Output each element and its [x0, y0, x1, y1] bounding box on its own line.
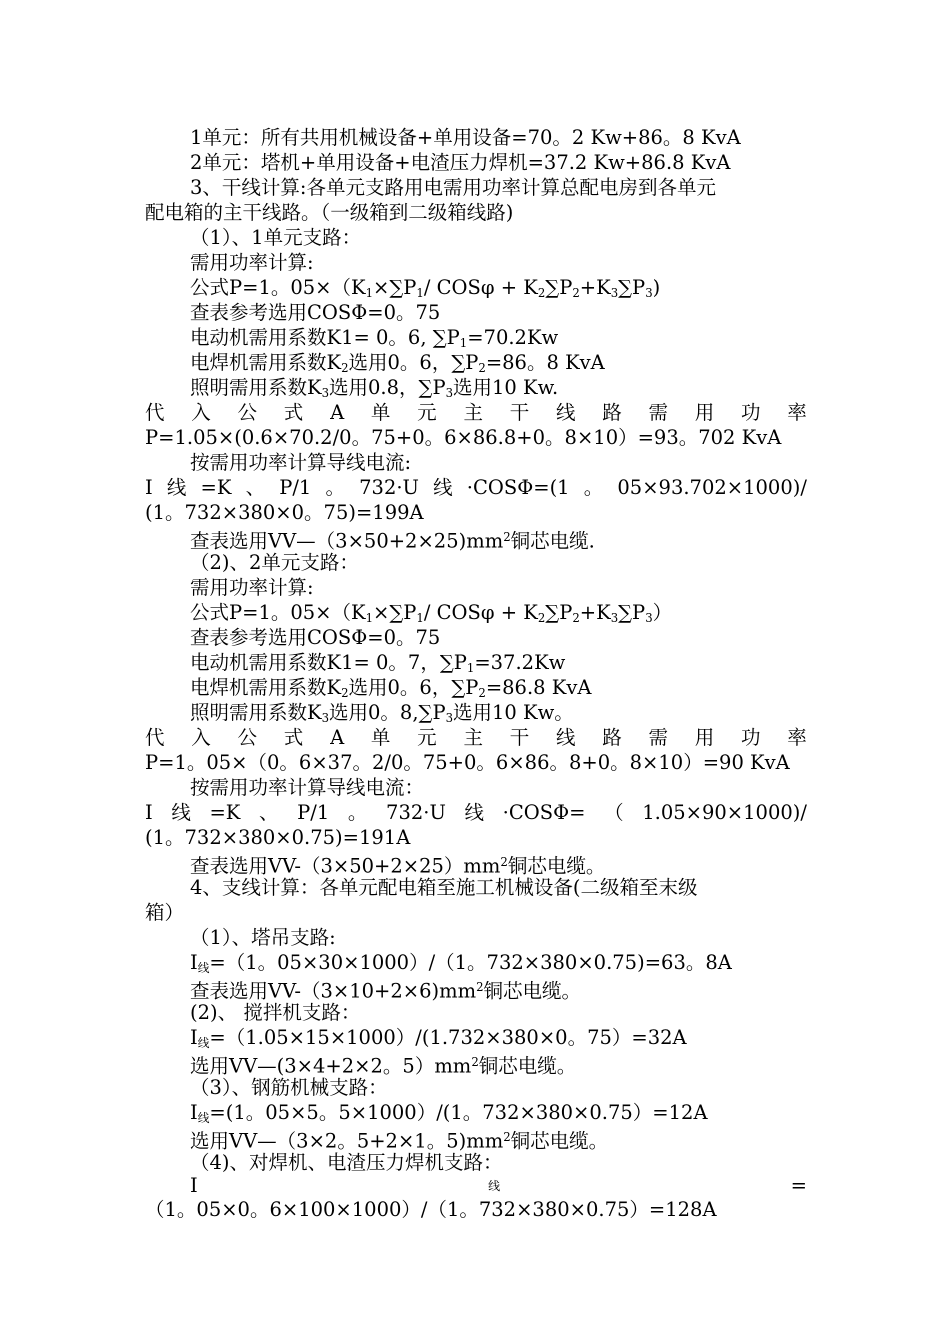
cos-phi-line: 查表参考选用COSΦ=0。75	[190, 626, 441, 649]
cable-selection-line: 选用VV—（3×2。5+2×1。$5)mm^2$铜芯电缆。	[190, 1129, 609, 1153]
text-token: 732·U	[386, 801, 446, 824]
welder-current-result-line: （1。05×0。6×100×1000）/（1。732×380×0.75）=128A	[145, 1198, 717, 1221]
formula-line: 公式P=1。$05\times(K_1\times\sum P_1/$ $COS\varphi + K_2\sum P_2+K_3\sum P_3$)	[190, 276, 661, 300]
cable-selection-line: 查表选用$VV-(3\times 50+2\times 25)mm^2$铜芯电缆。	[190, 854, 606, 878]
text-token: 单	[370, 401, 391, 424]
text-token: 元	[417, 401, 437, 424]
text-token: ·COSΦ=	[502, 801, 586, 824]
text-token: 线	[555, 726, 576, 749]
text-token: 线	[166, 476, 187, 499]
text-token: 、	[259, 801, 279, 824]
text-token: 公	[237, 401, 258, 424]
tower-crane-current-line: $I_线=(1$。05×30×1000）/（1。732×380×0.75)=63。8A	[190, 951, 732, 975]
text-token: 代	[145, 401, 165, 424]
text-token: 主	[463, 401, 483, 424]
demand-power-label: 需用功率计算:	[190, 251, 314, 274]
text-token: 1.05×90×1000)/	[642, 801, 807, 824]
text-token: 式	[283, 401, 304, 424]
substitute-formula-line	[145, 400, 807, 425]
current-result-line: (1。732×380×0.75)=191A	[145, 826, 411, 849]
cable-selection-line: 查表选用$VV—(3\times 50+2\times 25)mm^2$铜芯电缆.	[190, 529, 595, 553]
text-token: ·COSΦ=(1	[466, 476, 570, 499]
lighting-coef-line: 照明需用系数$K_3$选用0。$8,\sum P_3$选用10 Kw。	[190, 701, 574, 725]
text-token: 。	[347, 801, 368, 824]
cos-phi-line: 查表参考选用COSΦ=0。75	[190, 301, 441, 324]
welder-coef-line: 电焊机需用系数$K_2$选用0。6，$\sum P_2=86.8$ KvA	[190, 676, 592, 700]
text-token: 入	[191, 401, 211, 424]
text-token: 05×93.702×1000)/	[617, 476, 807, 499]
text-token: 元	[417, 726, 437, 749]
text-token: I	[145, 801, 153, 824]
text-token: A	[330, 401, 345, 424]
text-token: 线	[555, 401, 576, 424]
unit1-branch-heading: （1）、1单元支路：	[190, 226, 362, 249]
unit1-load-summary: 1单元：所有共用机械设备+单用设备=70。2 Kw+86。8 KvA	[190, 126, 741, 149]
section3-heading: 3、干线计算:各单元支路用电需用功率计算总配电房到各单元	[190, 176, 716, 199]
text-token: =K	[209, 801, 241, 824]
cable-selection-line: 选用VV—(3×4+2×2。$5)mm^2$铜芯电缆。	[190, 1054, 577, 1078]
text-token: 。	[325, 476, 345, 499]
welder-coef-line: 电焊机需用系数$K_2$选用0。6，$\sum P_2=86$。8 KvA	[190, 351, 605, 375]
tower-crane-branch-heading: （1）、塔吊支路:	[190, 926, 336, 949]
substitute-formula-line	[145, 725, 807, 750]
text-token: 用	[694, 726, 715, 749]
text-token: 需	[648, 726, 669, 749]
text-token: P/1	[279, 476, 312, 499]
demand-power-label: 需用功率计算:	[190, 576, 314, 599]
unit2-branch-heading: （2)、2单元支路：	[190, 551, 359, 574]
text-token: 需	[648, 401, 669, 424]
text-token: 。	[583, 476, 604, 499]
text-token: I	[145, 476, 153, 499]
text-token: 线	[171, 801, 191, 824]
motor-coef-line: 电动机需用系数K1= 0。6, $\sum P_1=70.2Kw$	[190, 326, 559, 350]
mixer-current-line: $I_线=(1.05\times 15\times 1000)/(1.732\times 380\times 0$。75）=32A	[190, 1026, 687, 1050]
formula-line: 公式P=1。$05\times(K_1\times\sum P_1/$ $COS\varphi + K_2\sum P_2+K_3\sum P_3$）	[190, 601, 673, 625]
unit2-load-summary: 2单元：塔机+单用设备+电渣压力焊机=37.2 Kw+86.8 KvA	[190, 151, 731, 174]
text-token: =K	[200, 476, 232, 499]
cable-selection-line: 查表选用$VV-(3\times 10+2\times 6)mm^2$铜芯电缆。	[190, 979, 582, 1003]
text-token: 单	[370, 726, 391, 749]
text-token: 代	[145, 726, 165, 749]
text-token: （	[604, 801, 624, 824]
rebar-machine-branch-heading: （3）、钢筋机械支路：	[190, 1076, 388, 1099]
text-token: 主	[463, 726, 483, 749]
welder-current-line: I 线 =	[190, 1174, 807, 1197]
text-token: 干	[509, 726, 530, 749]
text-token: 路	[602, 401, 622, 424]
text-token: 率	[787, 726, 807, 749]
rebar-current-line: $I_线=(1$。05×5。5×1000）/(1。732×380×0.75）=12A	[190, 1101, 708, 1125]
text-token: 入	[191, 726, 211, 749]
current-formula-line	[145, 475, 807, 500]
text-token: 公	[237, 726, 258, 749]
lighting-coef-line: 照明需用系数$K_3$选用0.8，$\sum P_3$选用10 Kw.	[190, 376, 559, 400]
text-token: A	[330, 726, 345, 749]
section4-heading-cont: 箱）	[145, 901, 185, 924]
text-token: 用	[694, 401, 715, 424]
current-calc-label: 按需用功率计算导线电流:	[190, 451, 412, 474]
power-result-line: P=1.05×(0.6×70.2/0。75+0。6×86.8+0。8×10）=93。702 KvA	[145, 426, 782, 449]
text-token: 式	[283, 726, 304, 749]
text-token: 功	[741, 401, 761, 424]
current-formula-line	[145, 800, 807, 825]
text-token: 、	[245, 476, 266, 499]
welder-branch-heading: （4)、对焊机、电渣压力焊机支路：	[190, 1151, 503, 1174]
mixer-branch-heading: (2)、 搅拌机支路：	[190, 1001, 361, 1024]
current-calc-label: 按需用功率计算导线电流：	[190, 776, 425, 799]
text-token: 线	[433, 476, 453, 499]
section4-heading: 4、支线计算：各单元配电箱至施工机械设备(二级箱至末级	[190, 876, 698, 899]
text-token: 路	[602, 726, 622, 749]
text-token: 干	[509, 401, 530, 424]
current-result-line: (1。732×380×0。75)=199A	[145, 501, 424, 524]
motor-coef-line: 电动机需用系数K1= 0。7，$\sum P_1=37.2Kw$	[190, 651, 566, 675]
power-result-line: P=1。05×（0。6×37。2/0。75+0。6×86。8+0。8×10）=90 KvA	[145, 751, 790, 774]
text-token: P/1	[297, 801, 330, 824]
text-token: 732·U	[359, 476, 419, 499]
text-token: 率	[787, 401, 807, 424]
section3-heading-cont: 配电箱的主干线路。（一级箱到二级箱线路)	[145, 201, 514, 224]
text-token: 线	[464, 801, 485, 824]
text-token: 功	[741, 726, 761, 749]
